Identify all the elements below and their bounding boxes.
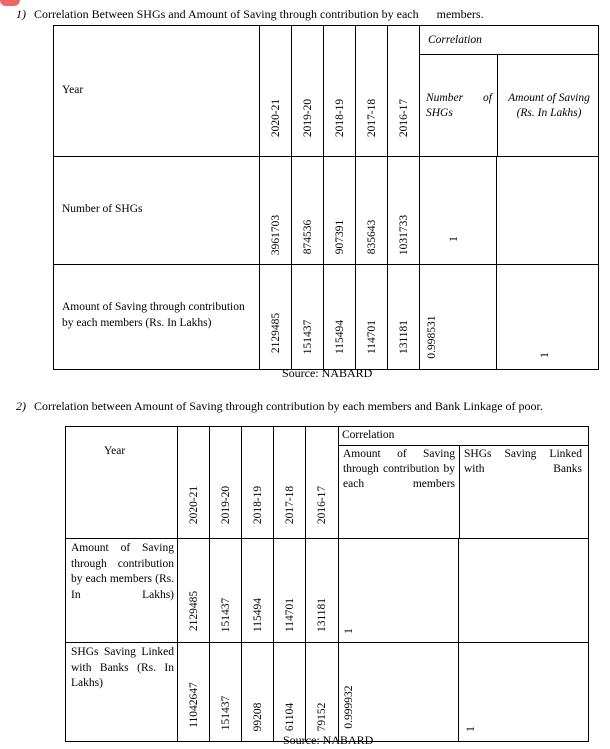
s1-row-label-cell <box>54 157 260 265</box>
s2-corr-a-cell <box>339 643 459 742</box>
s1-year-cell <box>324 26 356 157</box>
s1-value-cell <box>388 157 420 265</box>
section2-table <box>65 426 589 742</box>
s2-corr-a-cell <box>339 539 459 643</box>
s2-year-0: 2020-21 <box>187 485 200 525</box>
s2-year-3: 2017-18 <box>283 485 296 525</box>
s1-row1-label: Amount of Saving through contribution by each members (Rs. In Lakhs) <box>62 301 245 329</box>
s1-corr-b-cell <box>497 265 599 370</box>
s1-row0-value-3: 835643 <box>365 219 378 255</box>
s2-row-label-cell <box>66 539 178 643</box>
s2-row1-value-0: 11042647 <box>187 682 200 728</box>
s1-year-4: 2016-17 <box>397 98 410 138</box>
s1-corr-a-cell <box>420 265 497 370</box>
s2-value-cell <box>210 539 242 643</box>
s1-row1-value-2: 115494 <box>333 319 346 355</box>
s2-year-label: Year <box>104 445 126 457</box>
s1-year-cell <box>292 26 324 157</box>
s2-value-cell <box>242 539 274 643</box>
s2-correlation-header <box>339 427 589 539</box>
s1-value-cell <box>324 265 356 370</box>
s1-value-cell <box>260 265 292 370</box>
section2-number: 2) <box>16 399 26 413</box>
section1-table <box>53 25 599 370</box>
s2-year-header-cell <box>66 427 178 539</box>
section1-heading <box>16 7 484 22</box>
s2-value-cell <box>210 643 242 742</box>
s2-corr-b-cell <box>459 539 589 643</box>
s1-year-cell <box>260 26 292 157</box>
s1-row1-corr-b: 1 <box>539 352 551 358</box>
s2-row0-value-2: 115494 <box>251 597 264 633</box>
s1-year-cell <box>388 26 420 157</box>
s1-row0-value-4: 1031733 <box>397 214 410 256</box>
s1-year-3: 2017-18 <box>365 98 378 138</box>
s1-source: Source: NABARD <box>282 366 373 380</box>
s2-source: Source: NABARD <box>283 733 374 747</box>
s1-col-b-header: Amount of Saving (Rs. In Lakhs) <box>508 92 590 119</box>
s2-row0-value-0: 2129485 <box>187 590 200 632</box>
section1-title-part1: Correlation Between SHGs and Amount of Saving through contribution by each <box>34 7 419 21</box>
s2-value-cell <box>274 643 306 742</box>
logo-fragment <box>0 0 20 6</box>
s1-corr-a-cell <box>420 157 497 265</box>
s2-row0-corr-a: 1 <box>343 628 355 634</box>
s1-value-cell <box>324 157 356 265</box>
s2-year-cell <box>210 427 242 539</box>
s1-value-cell <box>356 265 388 370</box>
section2-title: Correlation between Amount of Saving through contribution by each members and Bank Linkage of poor. <box>34 399 543 413</box>
s1-row1-corr-a: 0.998531 <box>426 315 438 359</box>
s1-value-cell <box>388 265 420 370</box>
s2-row-label-cell <box>66 643 178 742</box>
s2-corr-b-cell <box>459 643 589 742</box>
s2-value-cell <box>306 539 339 643</box>
section1-number: 1) <box>16 7 26 21</box>
s1-row-label-cell <box>54 265 260 370</box>
s1-row1-value-3: 114701 <box>365 319 378 355</box>
s2-value-cell <box>306 643 339 742</box>
s1-year-header-cell <box>54 26 260 157</box>
s2-year-2: 2018-19 <box>251 485 264 525</box>
s2-value-cell <box>242 643 274 742</box>
s2-col-a-header: Amount of Saving through contribution by each members <box>343 448 455 490</box>
s2-row0-value-1: 151437 <box>219 597 232 633</box>
s2-row1-value-3: 61104 <box>283 702 296 732</box>
s2-year-cell <box>306 427 339 539</box>
s2-year-cell <box>178 427 210 539</box>
s1-year-0: 2020-21 <box>269 98 282 138</box>
s2-row1-corr-b: 1 <box>465 726 477 732</box>
s2-row0-label: Amount of Saving through contribution by each members (Rs. In Lakhs) <box>71 542 174 601</box>
s2-row1-value-4: 79152 <box>316 702 328 732</box>
s2-row1-label: SHGs Saving Linked with Banks (Rs. In Lakhs) <box>71 646 174 689</box>
s2-value-cell <box>178 643 210 742</box>
s1-value-cell <box>292 265 324 370</box>
s2-year-cell <box>242 427 274 539</box>
s1-value-cell <box>356 157 388 265</box>
s2-row1-value-2: 99208 <box>251 702 264 732</box>
s1-value-cell <box>260 157 292 265</box>
s1-correlation-header <box>420 26 599 157</box>
s2-row0-value-4: 131181 <box>316 597 328 633</box>
s2-row1-value-1: 151437 <box>219 695 232 731</box>
s2-value-cell <box>274 539 306 643</box>
section1-title-part2: members. <box>436 7 484 21</box>
s2-correlation-label: Correlation <box>342 429 395 441</box>
s1-year-2: 2018-19 <box>333 98 346 138</box>
s1-row0-value-1: 874536 <box>301 219 314 255</box>
s1-value-cell <box>292 157 324 265</box>
s1-year-label: Year <box>62 84 84 96</box>
s2-year-4: 2016-17 <box>316 485 328 525</box>
s2-col-b-header: SHGs Saving Linked with Banks <box>464 448 582 475</box>
s1-year-cell <box>356 26 388 157</box>
s1-year-1: 2019-20 <box>301 98 314 138</box>
s1-col-a-header: Number of SHGs <box>426 92 492 119</box>
s1-corr-b-cell <box>497 157 599 265</box>
s2-row1-corr-a: 0.999932 <box>343 685 355 729</box>
s1-row0-label: Number of SHGs <box>62 203 143 215</box>
s1-row1-value-4: 131181 <box>397 319 410 355</box>
s1-row1-value-0: 2129485 <box>269 312 282 354</box>
s2-year-1: 2019-20 <box>219 485 232 525</box>
s1-row0-value-0: 3961703 <box>269 214 282 256</box>
s1-row0-corr-a: 1 <box>448 236 460 242</box>
section2-heading <box>16 399 543 414</box>
s1-correlation-label: Correlation <box>428 34 482 46</box>
s1-row1-value-1: 151437 <box>301 319 314 355</box>
s1-row0-value-2: 907391 <box>333 219 346 255</box>
s2-row0-value-3: 114701 <box>283 597 296 633</box>
s2-year-cell <box>274 427 306 539</box>
s2-value-cell <box>178 539 210 643</box>
